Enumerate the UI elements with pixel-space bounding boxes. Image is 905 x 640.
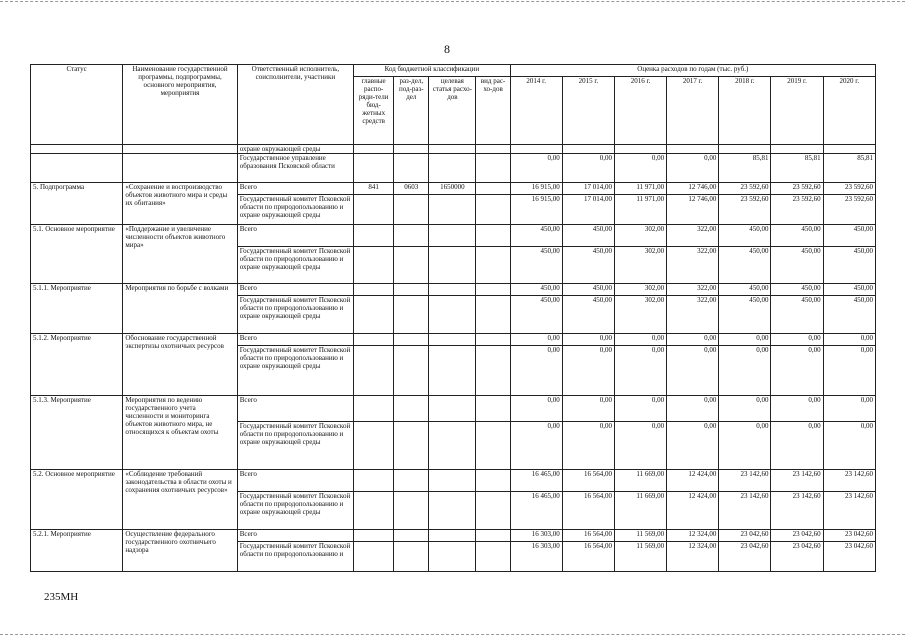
value-cell: 450,00 bbox=[562, 296, 614, 334]
total-label-cell: Всего bbox=[237, 225, 353, 247]
value-cell: 85,81 bbox=[823, 154, 875, 183]
value-cell: 23 592,60 bbox=[719, 195, 771, 225]
value-cell: 0,00 bbox=[562, 154, 614, 183]
total-value-cell: 450,00 bbox=[510, 225, 562, 247]
value-cell: 450,00 bbox=[719, 296, 771, 334]
total-value-cell: 16 303,00 bbox=[510, 530, 562, 542]
status-cell: 5.1.3. Мероприятие bbox=[31, 396, 123, 470]
status-cell: 5. Подпрограмма bbox=[31, 183, 123, 225]
table-row-total bbox=[31, 334, 876, 346]
table-row-total bbox=[31, 225, 876, 247]
status-cell: 5.1.1. Мероприятие bbox=[31, 284, 123, 334]
total-value-cell: 12 746,00 bbox=[667, 183, 719, 195]
status-cell: 5.1.2. Мероприятие bbox=[31, 334, 123, 396]
total-value-cell: 450,00 bbox=[562, 225, 614, 247]
value-cell: 450,00 bbox=[771, 296, 823, 334]
table-row-total bbox=[31, 530, 876, 542]
value-cell: 450,00 bbox=[719, 247, 771, 284]
total-value-cell: 0,00 bbox=[562, 396, 614, 422]
total-value-cell: 23 142,60 bbox=[771, 470, 823, 492]
status-cell: 5.1. Основное мероприятие bbox=[31, 225, 123, 284]
value-cell: 23 042,60 bbox=[771, 542, 823, 572]
total-value-cell: 0,00 bbox=[614, 334, 666, 346]
value-cell: 0,00 bbox=[614, 422, 666, 470]
value-cell: 17 014,00 bbox=[562, 195, 614, 225]
total-value-cell: 0,00 bbox=[719, 396, 771, 422]
total-value-cell: 302,00 bbox=[614, 225, 666, 247]
total-value-cell: 23 592,60 bbox=[823, 183, 875, 195]
total-label-cell: Всего bbox=[237, 284, 353, 296]
value-cell: 450,00 bbox=[510, 247, 562, 284]
name-cell: Мероприятия по ведению государственного учета численности и мониторинга объектов животного мира, не относящихся к объектам охоты bbox=[123, 396, 237, 470]
total-value-cell: 0,00 bbox=[771, 396, 823, 422]
header-year: 2014 г. bbox=[510, 77, 562, 145]
responsible-cell: Государственный комитет Псковской области по природопользованию и охране окружающей среды bbox=[237, 296, 353, 334]
csr-cell: 1650000 bbox=[429, 183, 476, 195]
total-value-cell: 16 564,00 bbox=[562, 530, 614, 542]
value-cell: 11 569,00 bbox=[614, 542, 666, 572]
header-year: 2020 г. bbox=[823, 77, 875, 145]
total-value-cell: 0,00 bbox=[823, 334, 875, 346]
value-cell: 16 564,00 bbox=[562, 542, 614, 572]
value-cell: 0,00 bbox=[667, 422, 719, 470]
responsible-cell: Государственное управление образования Псковской области bbox=[237, 154, 353, 183]
value-cell: 0,00 bbox=[667, 346, 719, 396]
value-cell: 0,00 bbox=[562, 346, 614, 396]
page-number: 8 bbox=[444, 42, 450, 56]
total-value-cell: 450,00 bbox=[719, 225, 771, 247]
name-cell: «Соблюдение требований законодательства в области охоты и сохранения охотничьих ресурсов» bbox=[123, 470, 237, 530]
total-label-cell: Всего bbox=[237, 396, 353, 422]
total-value-cell: 11 971,00 bbox=[614, 183, 666, 195]
value-cell: 450,00 bbox=[510, 296, 562, 334]
value-cell: 16 564,00 bbox=[562, 492, 614, 530]
value-cell: 16 915,00 bbox=[510, 195, 562, 225]
total-value-cell: 16 465,00 bbox=[510, 470, 562, 492]
value-cell: 302,00 bbox=[614, 247, 666, 284]
value-cell: 23 042,60 bbox=[823, 542, 875, 572]
value-cell: 12 324,00 bbox=[667, 542, 719, 572]
name-cell: Осуществление федерального государственного охотничьего надзора bbox=[123, 530, 237, 572]
total-value-cell: 0,00 bbox=[510, 396, 562, 422]
responsible-cell: Государственный комитет Псковской области по природопользованию и охране окружающей среды bbox=[237, 247, 353, 284]
total-value-cell: 23 042,60 bbox=[823, 530, 875, 542]
header-csr: целевая статья расхо-дов bbox=[429, 77, 476, 145]
total-value-cell: 23 142,60 bbox=[823, 470, 875, 492]
total-value-cell: 450,00 bbox=[771, 284, 823, 296]
header-estimate: Оценка расходов по годам (тыс. руб.) bbox=[510, 65, 875, 77]
total-label-cell: Всего bbox=[237, 183, 353, 195]
value-cell: 0,00 bbox=[667, 154, 719, 183]
header-grbs: главные распо-ряди-тели бюд-жетных средств bbox=[354, 77, 394, 145]
total-value-cell: 16 564,00 bbox=[562, 470, 614, 492]
total-value-cell: 0,00 bbox=[614, 396, 666, 422]
value-cell: 0,00 bbox=[510, 422, 562, 470]
total-value-cell: 302,00 bbox=[614, 284, 666, 296]
name-cell: «Сохранение и воспроизводство объектов животного мира и среды их обитания» bbox=[123, 183, 237, 225]
total-value-cell: 17 014,00 bbox=[562, 183, 614, 195]
total-label-cell: Всего bbox=[237, 334, 353, 346]
table-row bbox=[31, 145, 876, 154]
total-value-cell: 0,00 bbox=[719, 334, 771, 346]
value-cell: 302,00 bbox=[614, 296, 666, 334]
total-value-cell: 11 569,00 bbox=[614, 530, 666, 542]
value-cell: 23 592,60 bbox=[771, 195, 823, 225]
header-rzpr: раз-дел, под-раз-дел bbox=[394, 77, 429, 145]
total-value-cell: 0,00 bbox=[562, 334, 614, 346]
value-cell: 16 465,00 bbox=[510, 492, 562, 530]
responsible-cell: Государственный комитет Псковской области по природопользованию и охране окружающей среды bbox=[237, 422, 353, 470]
total-value-cell: 450,00 bbox=[510, 284, 562, 296]
total-value-cell: 12 424,00 bbox=[667, 470, 719, 492]
total-value-cell: 450,00 bbox=[719, 284, 771, 296]
top-scan-edge bbox=[0, 1, 905, 2]
total-label-cell: Всего bbox=[237, 470, 353, 492]
value-cell: 0,00 bbox=[614, 154, 666, 183]
total-value-cell: 23 142,60 bbox=[719, 470, 771, 492]
header-vr: вид рас-хо-дов bbox=[476, 77, 510, 145]
value-cell: 23 142,60 bbox=[771, 492, 823, 530]
header-name: Наименование государственной программы, подпрограммы, основного мероприятия, мероприятия bbox=[123, 65, 237, 145]
value-cell: 16 303,00 bbox=[510, 542, 562, 572]
footer-code: 235МН bbox=[44, 591, 79, 603]
total-value-cell: 0,00 bbox=[510, 334, 562, 346]
value-cell: 450,00 bbox=[823, 296, 875, 334]
responsible-cell: Государственный комитет Псковской области по природопользованию и bbox=[237, 542, 353, 572]
status-cell: 5.2.1. Мероприятие bbox=[31, 530, 123, 572]
header-status: Статус bbox=[31, 65, 123, 145]
total-value-cell: 23 042,60 bbox=[719, 530, 771, 542]
value-cell: 23 142,60 bbox=[823, 492, 875, 530]
table-row-total bbox=[31, 396, 876, 422]
total-value-cell: 450,00 bbox=[771, 225, 823, 247]
header-year: 2017 г. bbox=[667, 77, 719, 145]
value-cell: 23 042,60 bbox=[719, 542, 771, 572]
responsible-cell: Государственный комитет Псковской области по природопользованию и охране окружающей среды bbox=[237, 195, 353, 225]
value-cell: 12 746,00 bbox=[667, 195, 719, 225]
total-label-cell: Всего bbox=[237, 530, 353, 542]
total-value-cell: 0,00 bbox=[823, 396, 875, 422]
value-cell: 0,00 bbox=[719, 346, 771, 396]
value-cell: 450,00 bbox=[771, 247, 823, 284]
value-cell: 0,00 bbox=[823, 422, 875, 470]
name-cell: «Поддержание и увеличение численности объектов животного мира» bbox=[123, 225, 237, 284]
value-cell: 0,00 bbox=[562, 422, 614, 470]
value-cell: 0,00 bbox=[510, 154, 562, 183]
header-year: 2018 г. bbox=[719, 77, 771, 145]
value-cell: 450,00 bbox=[562, 247, 614, 284]
total-value-cell: 23 042,60 bbox=[771, 530, 823, 542]
name-cell: Мероприятия по борьбе с волками bbox=[123, 284, 237, 334]
responsible-cell: Государственный комитет Псковской области по природопользованию и охране окружающей среды bbox=[237, 346, 353, 396]
value-cell: 0,00 bbox=[719, 422, 771, 470]
total-value-cell: 450,00 bbox=[823, 225, 875, 247]
table-row-total bbox=[31, 284, 876, 296]
total-value-cell: 322,00 bbox=[667, 284, 719, 296]
value-cell: 11 669,00 bbox=[614, 492, 666, 530]
table-row-total bbox=[31, 470, 876, 492]
header-budget-code: Код бюджетной классификации bbox=[354, 65, 511, 77]
value-cell: 0,00 bbox=[823, 346, 875, 396]
value-cell: 0,00 bbox=[614, 346, 666, 396]
header-year: 2015 г. bbox=[562, 77, 614, 145]
value-cell: 23 142,60 bbox=[719, 492, 771, 530]
header-year: 2019 г. bbox=[771, 77, 823, 145]
value-cell: 85,81 bbox=[771, 154, 823, 183]
total-value-cell: 450,00 bbox=[823, 284, 875, 296]
value-cell: 12 424,00 bbox=[667, 492, 719, 530]
total-value-cell: 0,00 bbox=[771, 334, 823, 346]
value-cell: 85,81 bbox=[719, 154, 771, 183]
value-cell: 23 592,60 bbox=[823, 195, 875, 225]
value-cell: 322,00 bbox=[667, 296, 719, 334]
header-responsible: Ответственный исполнитель, соисполнители, участники bbox=[237, 65, 353, 145]
total-value-cell: 23 592,60 bbox=[771, 183, 823, 195]
bottom-scan-edge bbox=[0, 634, 905, 635]
table-row-total bbox=[31, 183, 876, 195]
value-cell: 0,00 bbox=[771, 346, 823, 396]
value-cell: 450,00 bbox=[823, 247, 875, 284]
status-cell: 5.2. Основное мероприятие bbox=[31, 470, 123, 530]
total-value-cell: 23 592,60 bbox=[719, 183, 771, 195]
grbs-cell: 841 bbox=[354, 183, 394, 195]
value-cell: 11 971,00 bbox=[614, 195, 666, 225]
total-value-cell: 322,00 bbox=[667, 225, 719, 247]
value-cell: 0,00 bbox=[510, 346, 562, 396]
total-value-cell: 450,00 bbox=[562, 284, 614, 296]
total-value-cell: 11 669,00 bbox=[614, 470, 666, 492]
total-value-cell: 16 915,00 bbox=[510, 183, 562, 195]
value-cell: 0,00 bbox=[771, 422, 823, 470]
total-value-cell: 0,00 bbox=[667, 396, 719, 422]
value-cell: 322,00 bbox=[667, 247, 719, 284]
total-value-cell: 12 324,00 bbox=[667, 530, 719, 542]
header-year: 2016 г. bbox=[614, 77, 666, 145]
responsible-cell: Государственный комитет Псковской области по природопользованию и охране окружающей среды bbox=[237, 492, 353, 530]
name-cell: Обоснование государственной экспертизы охотничьих ресурсов bbox=[123, 334, 237, 396]
budget-table bbox=[30, 64, 876, 572]
rzpr-cell: 0603 bbox=[394, 183, 429, 195]
responsible-cell: охране окружающей среды bbox=[237, 145, 353, 154]
table-row bbox=[31, 154, 876, 183]
total-value-cell: 0,00 bbox=[667, 334, 719, 346]
